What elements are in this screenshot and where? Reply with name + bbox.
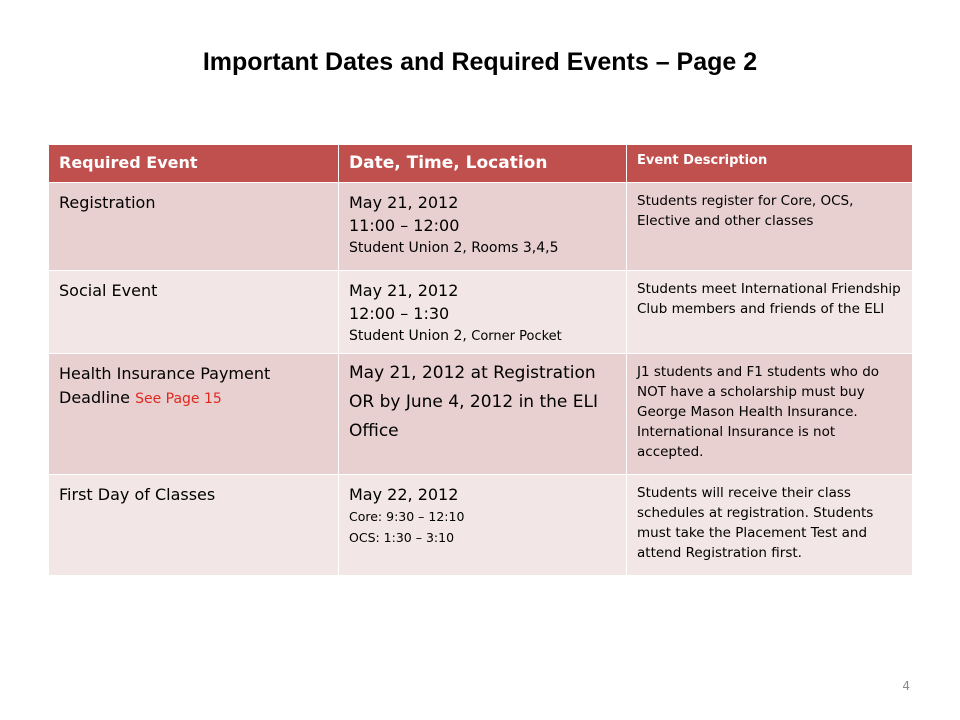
event-date: May 21, 2012 [349, 193, 459, 212]
table-row [49, 475, 913, 576]
cell-date [339, 271, 627, 354]
table-header-row [49, 145, 913, 183]
location-detail: Corner Pocket [471, 329, 562, 344]
event-date: May 21, 2012 at Registration OR by June 4, 2012 in the ELI Office [349, 363, 598, 441]
cell-event [49, 183, 339, 271]
core-time: Core: 9:30 – 12:10 [349, 509, 465, 524]
event-time: 11:00 – 12:00 [349, 216, 460, 235]
event-name: Health Insurance Payment Deadline [59, 364, 271, 407]
events-table [48, 144, 913, 576]
location-main: Student Union 2, [349, 328, 472, 344]
page-number: 4 [902, 679, 910, 693]
cell-description [627, 354, 913, 475]
event-location [349, 325, 616, 348]
event-name: Registration [59, 193, 156, 212]
event-name: Social Event [59, 281, 158, 300]
event-description: J1 students and F1 students who do NOT have a scholarship must buy George Mason Health Insurance. International Insurance is not accepted. [637, 364, 880, 460]
table-row [49, 183, 913, 271]
cell-description [627, 183, 913, 271]
table-row [49, 354, 913, 475]
cell-date [339, 354, 627, 475]
event-description: Students register for Core, OCS, Elective and other classes [637, 193, 854, 229]
ocs-time: OCS: 1:30 – 3:10 [349, 530, 455, 545]
event-description: Students meet International Friendship Club members and friends of the ELI [637, 281, 901, 317]
event-date: May 21, 2012 [349, 281, 459, 300]
event-time: 12:00 – 1:30 [349, 304, 450, 323]
cell-description [627, 271, 913, 354]
table-row [49, 271, 913, 354]
header-event-description: Event Description [627, 145, 913, 183]
cell-event [49, 475, 339, 576]
event-name: First Day of Classes [59, 485, 216, 504]
event-location: Student Union 2, Rooms 3,4,5 [349, 240, 559, 256]
event-date: May 22, 2012 [349, 485, 459, 504]
cell-event [49, 271, 339, 354]
cell-description [627, 475, 913, 576]
cell-event [49, 354, 339, 475]
see-page-note: See Page 15 [135, 391, 222, 407]
cell-date [339, 183, 627, 271]
cell-date [339, 475, 627, 576]
page-title: Important Dates and Required Events – Page 2 [202, 48, 758, 76]
event-description: Students will receive their class schedules at registration. Students must take the Placement Test and attend Registration first. [637, 485, 874, 561]
header-date-time-location: Date, Time, Location [339, 145, 627, 183]
header-required-event: Required Event [49, 145, 339, 183]
